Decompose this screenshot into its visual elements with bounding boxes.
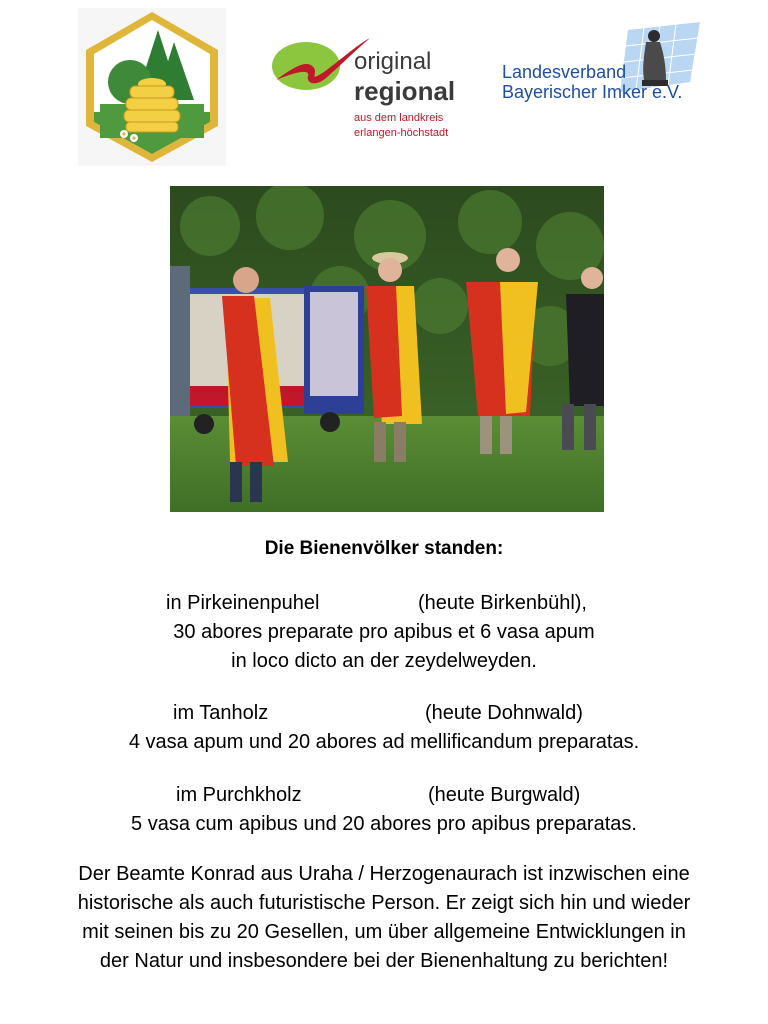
location-2-place: im Tanholz bbox=[173, 702, 269, 724]
regional-word: regional bbox=[354, 76, 456, 106]
location-2-today: (heute Dohnwald) bbox=[425, 702, 583, 724]
location-1-line-2: in loco dicto an der zeydelweyden. bbox=[231, 650, 537, 672]
location-1-line-1: 30 abores preparate pro apibus et 6 vasa apum bbox=[173, 621, 595, 643]
original-regional-logo bbox=[268, 28, 468, 148]
paragraph-line-2: historische als auch futuristische Person. Er zeigt sich hin und wieder bbox=[77, 892, 691, 914]
landesverband-logo bbox=[498, 22, 708, 112]
location-3-today: (heute Burgwald) bbox=[428, 784, 581, 806]
page-heading: Die Bienenvölker standen: bbox=[264, 538, 504, 559]
location-1-place: in Pirkeinenpuhel bbox=[166, 592, 320, 614]
original-word: original bbox=[354, 48, 432, 75]
landesverband-line-1: Landesverband bbox=[502, 62, 627, 82]
original-regional-subline-2: erlangen-höchstadt bbox=[354, 127, 449, 139]
original-regional-subline-1: aus dem landkreis bbox=[354, 112, 444, 124]
paragraph-line-3: mit seinen bis zu 20 Gesellen, um über allgemeine Entwicklungen in bbox=[82, 921, 686, 943]
location-1-today: (heute Birkenbühl), bbox=[418, 592, 587, 614]
paragraph-line-4: der Natur und insbesondere bei der Bienenhaltung zu berichten! bbox=[99, 950, 669, 972]
beehive-hexagon-logo bbox=[78, 8, 226, 166]
landesverband-line-2: Bayerischer Imker e.V. bbox=[502, 82, 683, 102]
paragraph-line-1: Der Beamte Konrad aus Uraha / Herzogenaurach ist inzwischen eine bbox=[78, 863, 690, 885]
closing-paragraph bbox=[20, 860, 748, 976]
location-3-place: im Purchkholz bbox=[176, 784, 302, 806]
location-2-line-1: 4 vasa apum und 20 abores ad mellificandum preparatas. bbox=[128, 731, 640, 753]
location-3-line-1: 5 vasa cum apibus und 20 abores pro apibus preparatas. bbox=[131, 813, 637, 835]
group-photo bbox=[170, 186, 604, 512]
